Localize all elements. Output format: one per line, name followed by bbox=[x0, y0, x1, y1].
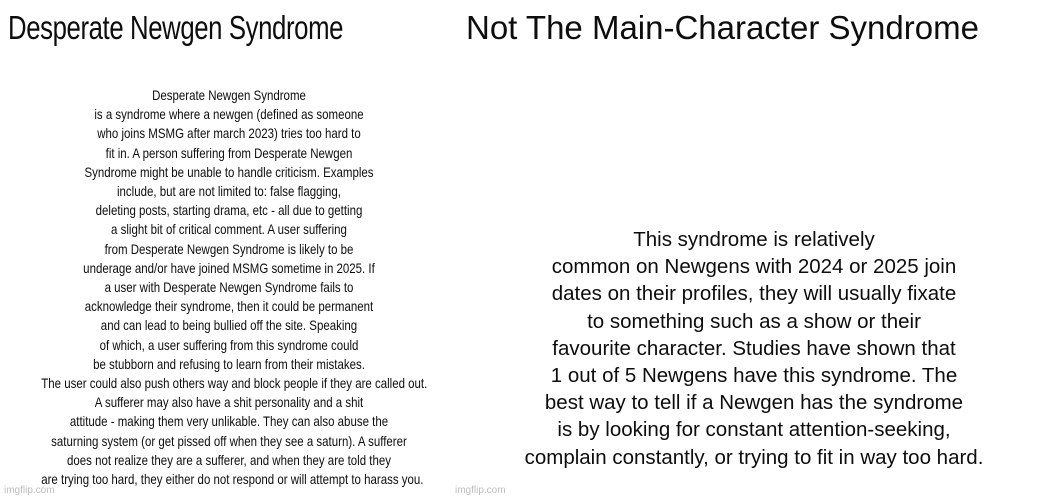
body-line: are trying too hard, they either do not respond or will attempt to harass you. bbox=[41, 471, 424, 488]
body-line: be stubborn and refusing to learn from their mistakes. bbox=[93, 355, 365, 372]
body-line: does not realize they are a sufferer, and when they are told they bbox=[66, 451, 391, 468]
body-line: attitude - making them very unlikable. They can also abuse the bbox=[69, 413, 389, 430]
body-line: acknowledge their syndrome, then it could be permanent bbox=[84, 298, 374, 315]
body-line: The user could also push others way and block people if they are called out. bbox=[41, 375, 428, 392]
body-line: include, but are not limited to: false flagging, bbox=[116, 183, 341, 200]
left-panel-body bbox=[0, 86, 458, 489]
body-line: of which, a user suffering from this syndrome could bbox=[99, 336, 359, 353]
body-line: a slight bit of critical comment. A user suffering bbox=[111, 221, 347, 238]
body-line: deleting posts, starting drama, etc - all due to getting bbox=[95, 202, 363, 219]
body-line: is by looking for constant attention-seeking, bbox=[557, 418, 951, 442]
body-line: underage and/or have joined MSMG sometime in 2025. If bbox=[83, 259, 375, 276]
body-line: and can lead to being bullied off the site. Speaking bbox=[100, 317, 358, 334]
left-panel-title: Desperate Newgen Syndrome bbox=[8, 9, 344, 46]
right-panel-title: Not The Main-Character Syndrome bbox=[466, 9, 979, 46]
body-line: to something such as a show or their bbox=[587, 309, 921, 333]
body-line: Syndrome might be unable to handle criticism. Examples bbox=[84, 163, 374, 180]
body-line: fit in. A person suffering from Desperate Newgen bbox=[105, 144, 353, 161]
body-line: A sufferer may also have a shit personality and a shit bbox=[94, 394, 364, 411]
left-panel bbox=[0, 0, 458, 500]
imgflip-watermark: imgflip.com bbox=[455, 485, 506, 496]
body-line: Desperate Newgen Syndrome bbox=[152, 87, 306, 103]
body-line: a user with Desperate Newgen Syndrome fails to bbox=[104, 279, 354, 296]
body-line: complain constantly, or trying to fit in way too hard. bbox=[524, 445, 984, 469]
right-panel-body bbox=[458, 226, 1050, 471]
body-line: This syndrome is relatively bbox=[633, 228, 875, 251]
body-line: 1 out of 5 Newgens have this syndrome. The bbox=[550, 364, 958, 388]
body-line: favourite character. Studies have shown that bbox=[552, 336, 956, 360]
body-line: who joins MSMG after march 2023) tries too hard to bbox=[97, 125, 361, 142]
body-line: best way to tell if a Newgen has the syndrome bbox=[544, 391, 964, 415]
body-line: is a syndrome where a newgen (defined as someone bbox=[94, 106, 364, 123]
body-line: common on Newgens with 2024 or 2025 join bbox=[551, 255, 957, 279]
body-line: from Desperate Newgen Syndrome is likely to be bbox=[104, 240, 354, 257]
body-line: saturning system (or get pissed off when they see a saturn). A sufferer bbox=[51, 432, 407, 449]
body-line: dates on their profiles, they will usually fixate bbox=[551, 282, 957, 306]
right-panel bbox=[458, 0, 1050, 500]
imgflip-watermark: imgflip.com bbox=[4, 485, 55, 496]
